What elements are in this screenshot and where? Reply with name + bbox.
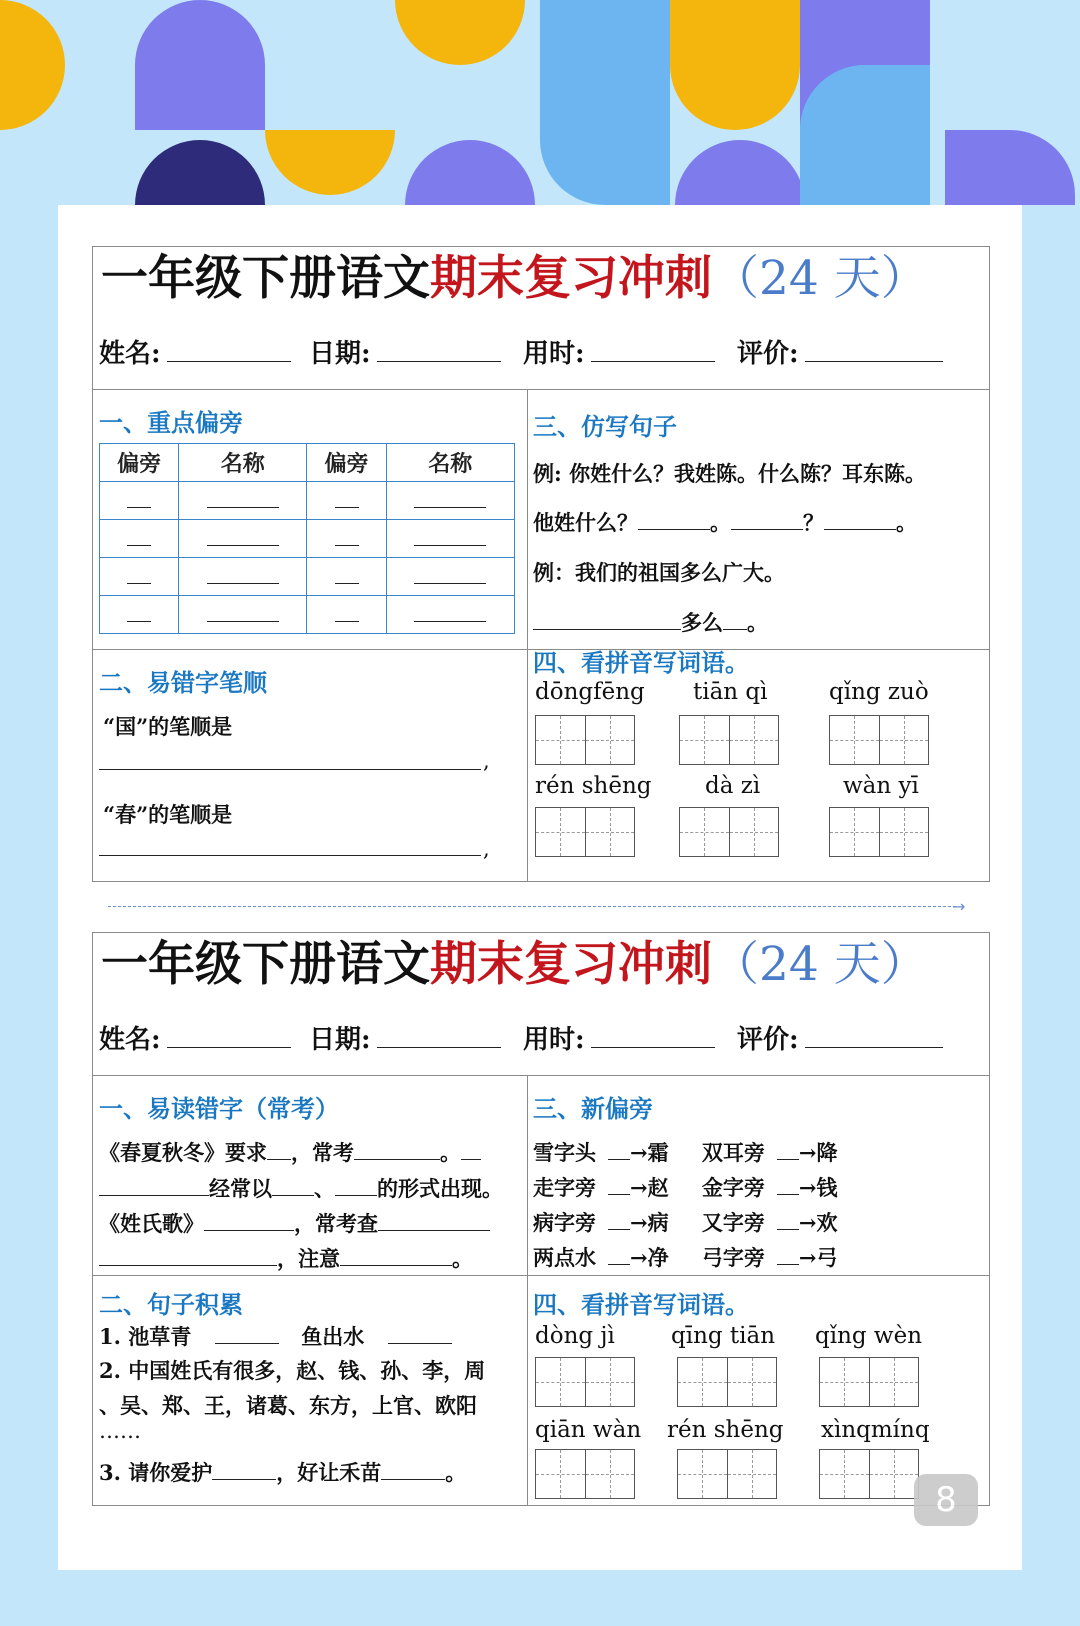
info-row [93,333,989,373]
name-field: 姓名: [99,1019,291,1056]
example-sentence-2: 例：我们的祖国多么广大。 [533,560,785,585]
pinyin-label: dòng jì [535,1323,615,1349]
section-title-new-radicals: 三、新偏旁 [533,1095,653,1123]
dashed-separator [108,906,956,907]
worksheet-title [93,933,997,997]
writing-grid[interactable] [535,1449,635,1499]
misread-line-4: ，注意 。 [99,1243,473,1273]
table-row [100,558,515,596]
writing-grid[interactable] [829,807,929,857]
stroke-order-q2: “春”的笔顺是 [103,802,233,827]
title-part-red: 期末复习冲刺 [430,937,712,992]
rating-field: 评价: [737,333,943,370]
divider-line [93,1075,989,1076]
radical-row: 走字旁 →赵 金字旁 →钱 [533,1175,838,1200]
title-part-red: 期末复习冲刺 [430,251,712,306]
pinyin-label: tiān qì [693,679,768,705]
name-field: 姓名: [99,333,291,370]
writing-grid[interactable] [679,715,779,765]
imitate-line-2: 多么 。 [533,607,768,637]
writing-grid[interactable] [679,807,779,857]
pinyin-label: qǐng wèn [815,1323,923,1349]
rating-blank[interactable] [805,335,943,362]
date-blank[interactable] [377,335,501,362]
pinyin-label: dà zì [705,773,761,799]
writing-grid[interactable] [819,1357,919,1407]
writing-grid[interactable] [819,1449,919,1499]
writing-grid[interactable] [535,1357,635,1407]
pinyin-label: dōngfēng [535,679,645,705]
info-row [93,1019,989,1059]
sentence-line-4: …… [99,1419,141,1443]
section-title-sentence-accumulation: 二、句子积累 [99,1291,243,1319]
table-header: 名称 [179,444,307,482]
date-field: 日期: [309,1019,501,1056]
sentence-line-1: 1. 池草青 鱼出水 [99,1321,452,1351]
pinyin-label: qīng tiān [671,1323,776,1349]
worksheet-2 [92,932,990,1506]
example-sentence-1: 例: 你姓什么？我姓陈。什么陈？耳东陈。 [533,461,927,486]
table-header: 偏旁 [100,444,179,482]
date-blank[interactable] [377,1021,501,1048]
table-row [100,482,515,520]
answer-line[interactable] [99,837,481,856]
table-header: 名称 [386,444,514,482]
rating-field: 评价: [737,1019,943,1056]
title-part-black: 一年级下册语文 [101,251,430,306]
divider-line [93,1275,989,1276]
section-title-pinyin-words: 四、看拼音写词语。 [533,1291,749,1319]
imitate-line-1: 他姓什么？ 。 ？ 。 [533,510,917,535]
section-title-stroke-order: 二、易错字笔顺 [99,669,267,697]
table-row [100,596,515,634]
table-row [100,520,515,558]
page-number-badge[interactable]: 8 [914,1474,978,1526]
title-part-blue: （24 天） [712,251,928,306]
writing-grid[interactable] [829,715,929,765]
writing-grid[interactable] [535,715,635,765]
sentence-line-5: 3. 请你爱护 ，好让禾苗 。 [99,1460,467,1485]
radical-row: 雪字头 →霜 双耳旁 →降 [533,1140,838,1165]
stroke-order-q1: “国”的笔顺是 [103,714,233,739]
section-title-imitate-sentences: 三、仿写句子 [533,413,677,441]
pinyin-label: rén shēng [667,1417,784,1443]
pinyin-label: xìnqmínq [821,1417,930,1443]
radical-row: 两点水 →净 弓字旁 →弓 [533,1245,838,1270]
arrow-right-icon: → [952,897,966,916]
writing-grid[interactable] [535,807,635,857]
worksheet-title [93,247,997,311]
misread-line-2: 经常以 、 的形式出现。 [99,1173,503,1203]
radicals-table [99,443,515,634]
rating-blank[interactable] [805,1021,943,1048]
comma: , [483,837,490,861]
time-blank[interactable] [591,1021,715,1048]
decorative-header-shapes [0,0,1080,205]
title-part-black: 一年级下册语文 [101,937,430,992]
time-field: 用时: [523,1019,715,1056]
divider-line [93,389,989,390]
title-part-blue: （24 天） [712,937,928,992]
section-title-misread-chars: 一、易读错字（常考） [99,1095,339,1123]
divider-line [527,389,528,881]
misread-line-3: 《姓氏歌》 ，常考查 [99,1208,490,1238]
table-header: 偏旁 [307,444,386,482]
section-title-pinyin-words: 四、看拼音写词语。 [533,649,749,677]
section-title-radicals: 一、重点偏旁 [99,409,243,437]
comma: , [483,749,490,773]
misread-line-1: 《春夏秋冬》要求 ，常考 。 [99,1137,481,1167]
worksheet-1 [92,246,990,882]
time-field: 用时: [523,333,715,370]
pinyin-label: qiān wàn [535,1417,642,1443]
pinyin-label: wàn yī [843,773,919,799]
date-field: 日期: [309,333,501,370]
writing-grid[interactable] [677,1449,777,1499]
name-blank[interactable] [167,1021,291,1048]
time-blank[interactable] [591,335,715,362]
sentence-line-2: 2. 中国姓氏有很多，赵、钱、孙、李，周 [99,1358,486,1383]
radical-row: 病字旁 →病 又字旁 →欢 [533,1210,838,1235]
writing-grid[interactable] [677,1357,777,1407]
pinyin-label: rén shēng [535,773,652,799]
divider-line [527,1075,528,1505]
pinyin-label: qǐng zuò [829,679,929,705]
sentence-line-3: 、吴、郑、王，诸葛、东方，上官、欧阳 [99,1393,477,1418]
answer-line[interactable] [99,751,481,770]
name-blank[interactable] [167,335,291,362]
